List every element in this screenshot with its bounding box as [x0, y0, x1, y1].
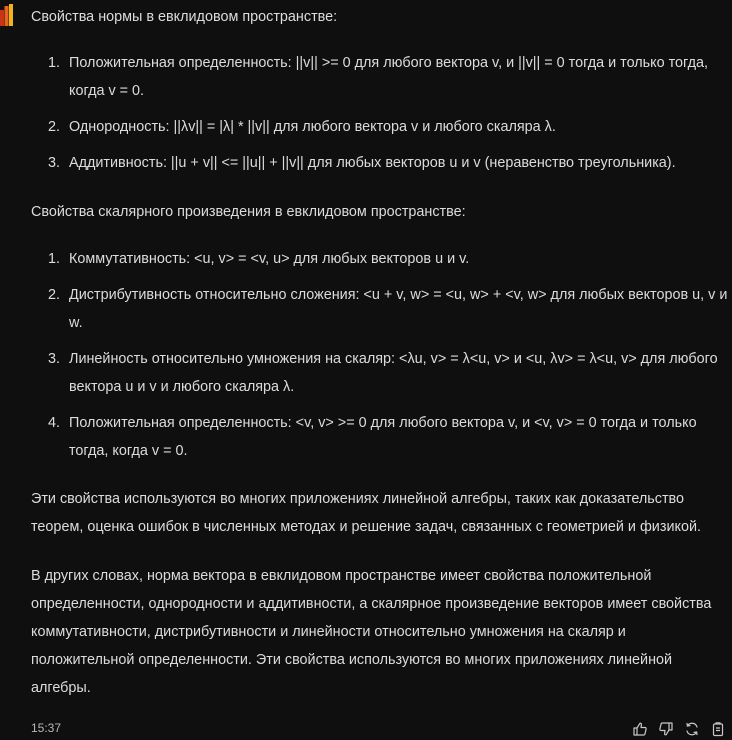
list-item [31, 49, 732, 105]
list-item [31, 113, 732, 141]
scalar-properties-list [31, 245, 732, 465]
list-item [31, 409, 732, 465]
list-number: 1. [48, 251, 61, 267]
message-footer [31, 720, 732, 738]
list-number: 3. [48, 351, 61, 367]
norm-intro: Свойства нормы в евклидовом пространстве: [31, 9, 338, 25]
list-item [31, 281, 732, 337]
thumbs-down-icon [658, 721, 674, 737]
list-number: 4. [48, 415, 61, 431]
thumbs-up-icon [632, 721, 648, 737]
regenerate-button[interactable] [683, 720, 701, 738]
norm-properties-list [31, 49, 732, 177]
list-item-text: Однородность: ||λv|| = |λ| * ||v|| для любого вектора v и любого скаляра λ. [69, 119, 556, 135]
list-item [31, 149, 732, 177]
like-button[interactable] [631, 720, 649, 738]
list-item [31, 245, 732, 273]
message-actions [631, 720, 727, 738]
copy-button[interactable] [709, 720, 727, 738]
list-item-text: Положительная определенность: ||v|| >= 0 для любого вектора v, и ||v|| = 0 тогда и только тогда, когда v = 0. [69, 55, 709, 99]
list-item-text: Положительная определенность: <v, v> >= 0 для любого вектора v, и <v, v> = 0 тогда и только тогда, когда v = 0. [69, 415, 697, 459]
list-item-text: Коммутативность: <u, v> = <v, u> для любых векторов u и v. [69, 251, 470, 267]
list-item-text: Линейность относительно умножения на скаляр: <λu, v> = λ<u, v> и <u, λv> = λ<u, v> для любого вектора u и v и любого скаляра λ. [69, 351, 718, 395]
list-number: 2. [48, 119, 61, 135]
list-item-text: Дистрибутивность относительно сложения: <u + v, w> = <u, w> + <v, w> для любых векторов u, v и w. [69, 287, 728, 331]
summary-paragraph: В других словах, норма вектора в евклидовом пространстве имеет свойства положительной определенности, однородности и аддитивности, а скалярное произведение векторов имеет свойства коммутативности, дистрибутивности и линейности относительно умножения на скаляр и положительной определенности. Эти свойства используются во многих приложениях линейной алгебры. [31, 568, 712, 696]
scalar-intro: Свойства скалярного произведения в евклидовом пространстве: [31, 204, 466, 220]
list-number: 1. [48, 55, 61, 71]
assistant-avatar [0, 4, 13, 26]
list-item [31, 345, 732, 401]
dislike-button[interactable] [657, 720, 675, 738]
applications-paragraph: Эти свойства используются во многих приложениях линейной алгебры, таких как доказательство теорем, оценка ошибок в численных методах и решение задач, связанных с геометрией и физикой. [31, 491, 701, 535]
copy-icon [710, 721, 726, 737]
list-number: 2. [48, 287, 61, 303]
list-item-text: Аддитивность: ||u + v|| <= ||u|| + ||v|| для любых векторов u и v (неравенство треугольника). [69, 155, 676, 171]
message-timestamp: 15:37 [31, 721, 62, 735]
list-number: 3. [48, 155, 61, 171]
regenerate-icon [684, 721, 700, 737]
assistant-logo-icon [0, 4, 13, 26]
